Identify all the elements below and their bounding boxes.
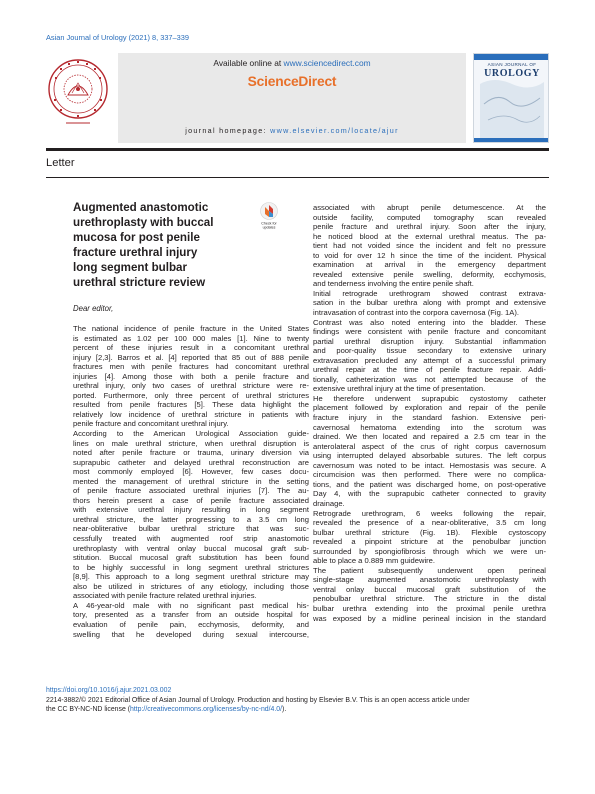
body-text-line: and poor-quality tissue secondary to extensive urinary: [313, 346, 546, 356]
body-text-line: Day 4, with the suprapubic catheter connected to gravity: [313, 489, 546, 499]
body-text-line: penile fracture and urethral injury. Soon after the injury,: [313, 222, 546, 232]
check-for-updates-icon[interactable]: [256, 201, 282, 231]
body-text-line: resulted from penile fractures [5]. These data highlight the: [73, 400, 309, 410]
body-text-line: most commonly employed [6]. However, few cases docu-: [73, 467, 309, 477]
left-column: [73, 324, 309, 639]
body-text-line: near-obliterative bulbar urethral stricture that was suc-: [73, 524, 309, 534]
license-suffix: ).: [282, 706, 287, 714]
running-head: Asian Journal of Urology (2021) 8, 337–339: [46, 33, 189, 42]
license-line-1: 2214-3882/© 2021 Editorial Office of Asian Journal of Urology. Production and hosting by Elsevier B.V. This is an open access article under: [46, 696, 470, 704]
body-text-line: revealed a pinpoint stricture at the penobulbar junction: [313, 537, 546, 547]
article-title: [73, 200, 273, 290]
body-text-line: The national incidence of penile fracture in the United States: [73, 324, 309, 333]
body-text-line: drainage.: [313, 498, 345, 508]
body-text-line: penobulbar urethral stricture. The stricture in the distal: [313, 594, 546, 604]
journal-homepage-prefix: journal homepage:: [185, 126, 271, 135]
footer: [46, 686, 556, 715]
body-text-line: injury [2,3]. Barros et al. [4] reported that 85 out of 888 penile: [73, 352, 309, 362]
body-text-line: mented the management of urethral stricture in the setting: [73, 476, 309, 486]
available-online: [118, 58, 466, 68]
doi-link[interactable]: https://doi.org/10.1016/j.ajur.2021.03.002: [46, 687, 172, 694]
body-text-line: urethral stricture, the latter progressing to a 3.5 cm long: [73, 514, 309, 524]
body-text-line: injuries [4]. Among those with both a penile fracture and: [73, 371, 309, 381]
license-prefix: the CC BY-NC-ND license (: [46, 706, 130, 714]
body-text-line: with extensive urethral injury resulting in long segment: [73, 505, 309, 515]
body-text-line: urethroplasty with ventral onlay buccal mucosal graft sub-: [73, 543, 309, 553]
body-text-line: tory, presented as a transfer from an outside hospital for: [73, 610, 309, 620]
body-text-line: urethral repair at the time of penile fracture repair. Addi-: [313, 365, 546, 375]
body-text-line: tient had not voided since the incident and felt no pressure: [313, 241, 546, 251]
body-text-line: surrounded by spongiofibrosis through which we were un-: [313, 546, 546, 556]
body-text-line: extravasation precluded any attempt of a successful primary: [313, 355, 546, 365]
article-type-rule: [46, 177, 549, 178]
body-text-line: noted after penile fracture or trauma, urinary diversion via: [73, 448, 309, 458]
body-text-line: He therefore underwent suprapubic cystostomy catheter: [313, 393, 546, 403]
header-rule: [46, 148, 549, 151]
title-line: urethral stricture review: [73, 276, 206, 289]
body-text-line: Initial retrograde urethrogram showed contrast extrava-: [313, 288, 546, 298]
body-text-line: cavernosum was noted to be intact. Hemostasis was secure. A: [313, 460, 546, 470]
body-text-line: is estimated as 1.02 per 100 000 males [1]. Nine to twenty: [73, 333, 309, 343]
body-text-line: single-stage augmented anastomotic urethroplasty with: [313, 575, 546, 585]
body-text-line: revealed extensive penile swelling, deformity, ecchymosis,: [313, 269, 546, 279]
body-text-line: using interrupted delayed absorbable sutures. The left corpus: [313, 451, 546, 461]
body-text-line: intravasation of contrast into the corpora cavernosa (Fig. 1A).: [313, 308, 519, 318]
body-text-line: cavernosal hematoma extending into the scrotum was: [313, 422, 546, 432]
body-text-line: ventral onlay buccal mucosal graft substitution of the: [313, 584, 546, 594]
body-text-line: tionally, catheterization was not attempted because of the: [313, 374, 546, 384]
journal-homepage-link[interactable]: www.elsevier.com/locate/ajur: [270, 126, 399, 135]
article-type: Letter: [46, 157, 75, 169]
right-column: [313, 203, 546, 623]
body-text-line: Contrast was also noted entering into the bladder. These: [313, 317, 546, 327]
body-text-line: drained. We then located and repaired a 2.5 cm tear in the: [313, 432, 546, 442]
license-link[interactable]: http://creativecommons.org/licenses/by-nc-nd/4.0/: [130, 706, 283, 714]
license-line-2: [46, 705, 556, 715]
body-text-line: fracture injury in the standard fashion. Extensive peri-: [313, 413, 546, 423]
title-line: Augmented anastomotic: [73, 201, 209, 214]
sciencedirect-logo: ScienceDirect: [247, 74, 337, 89]
body-text-line: able to place a 0.889 mm guidewire.: [313, 556, 435, 566]
title-line: urethroplasty with buccal: [73, 216, 214, 229]
body-text-line: bulbar urethra extending into the proximal penile urethra: [313, 603, 546, 613]
body-text-line: percent of these injuries result in a concomitant urethral: [73, 343, 309, 353]
body-text-line: fractures men with penile fractures had concomitant urethral: [73, 362, 309, 372]
body-text-line: stitution. Buccal mucosal graft substitution has been found: [73, 553, 309, 563]
body-text-line: urethral injury, only two cases of urethral stricture were re-: [73, 381, 309, 391]
body-text-line: circumcision was then performed. There were no complica-: [313, 470, 546, 480]
body-text-line: A 46-year-old male with no significant past medical his-: [73, 600, 309, 610]
body-text-line: swelling that he developed during sexual intercourse,: [73, 629, 309, 639]
body-text-line: sation in the bulbar urethra along with prompt and extensive: [313, 298, 546, 308]
body-text-line: evaluation of penile pain, ecchymosis, deformity, and: [73, 619, 309, 629]
body-text-line: lines on male urethral stricture, when urethral disruption is: [73, 438, 309, 448]
body-text-line: associated with abrupt penile detumescence. At the: [313, 203, 546, 212]
body-text-line: cessfully treated with augmented roof strip anastomotic: [73, 534, 309, 544]
cover-title: UROLOGY: [484, 68, 540, 79]
body-text-line: suprapubic catheter and delayed urethral reconstruction are: [73, 457, 309, 467]
body-text-line: tions, and the patient was discharged home, on post-operative: [313, 479, 546, 489]
body-text-line: revealed the presence of a near-obliterative, 3.5 cm long: [313, 518, 546, 528]
body-text-line: partial urethral disruption injury. Substantial inflammation: [313, 336, 546, 346]
title-line: mucosa for post penile: [73, 231, 200, 244]
body-text-line: associated with penile fracture related urethral injuries.: [73, 591, 257, 601]
body-text-line: thors herein present a case of penile fracture associated: [73, 495, 309, 505]
journal-homepage: [118, 126, 466, 135]
body-text-line: to void for over 12 h since the time of the incident. Physical: [313, 250, 546, 260]
journal-cover-image: [473, 53, 549, 143]
title-line: fracture urethral injury: [73, 246, 198, 259]
body-text-line: relatively low incidence of urethral stricture in patients with: [73, 409, 309, 419]
society-seal-logo: [46, 55, 110, 129]
available-prefix: Available online at: [213, 58, 284, 68]
cover-title-small: ASIAN JOURNAL OF: [487, 62, 537, 67]
body-text-line: to be highly successful in long segment urethral strictures: [73, 562, 309, 572]
body-text-line: of penile fracture associated urethral injuries [7]. The au-: [73, 486, 309, 496]
body-text-line: Retrograde urethrogram, 6 weeks following the repair,: [313, 508, 546, 518]
body-text-line: [8,9]. This approach to a long segment urethral stricture may: [73, 572, 309, 582]
body-text-line: bulbar urethral stricture (Fig. 1B). Flexible cystoscopy: [313, 527, 546, 537]
salutation: Dear editor,: [73, 304, 114, 313]
body-text-line: outside facility, computed tomography scan revealed: [313, 212, 546, 222]
title-line: long segment bulbar: [73, 261, 188, 274]
body-text-line: extensive urethral injury at the time of presentation.: [313, 384, 486, 394]
body-text-line: also be utilized in strictures of any etiology, including those: [73, 581, 309, 591]
body-text-line: he noticed blood at the external urethral meatus. The pa-: [313, 231, 546, 241]
body-text-line: According to the American Urological Association guide-: [73, 429, 309, 439]
sciencedirect-link[interactable]: www.sciencedirect.com: [283, 58, 371, 68]
body-text-line: and tenderness involving the entire penile shaft.: [313, 279, 474, 289]
body-text-line: anterolateral aspect of the crus of right corpus cavernosum: [313, 441, 546, 451]
body-text-line: was exposed by a midline perineal incision in the standard: [313, 613, 546, 623]
body-text-line: placement followed by exploration and repair of the penile: [313, 403, 546, 413]
body-text-line: findings were consistent with penile fracture and concomitant: [313, 327, 546, 337]
body-text-line: examination at arrival in the emergency department: [313, 260, 546, 270]
check-label-2: updates: [262, 225, 276, 230]
check-label-1: Check for: [261, 221, 277, 226]
body-text-line: penile fracture and concomitant urethral injury.: [73, 419, 229, 429]
body-text-line: ported. Furthermore, only three percent of urethral strictures: [73, 390, 309, 400]
body-text-line: The patient subsequently underwent open perineal: [313, 565, 546, 575]
